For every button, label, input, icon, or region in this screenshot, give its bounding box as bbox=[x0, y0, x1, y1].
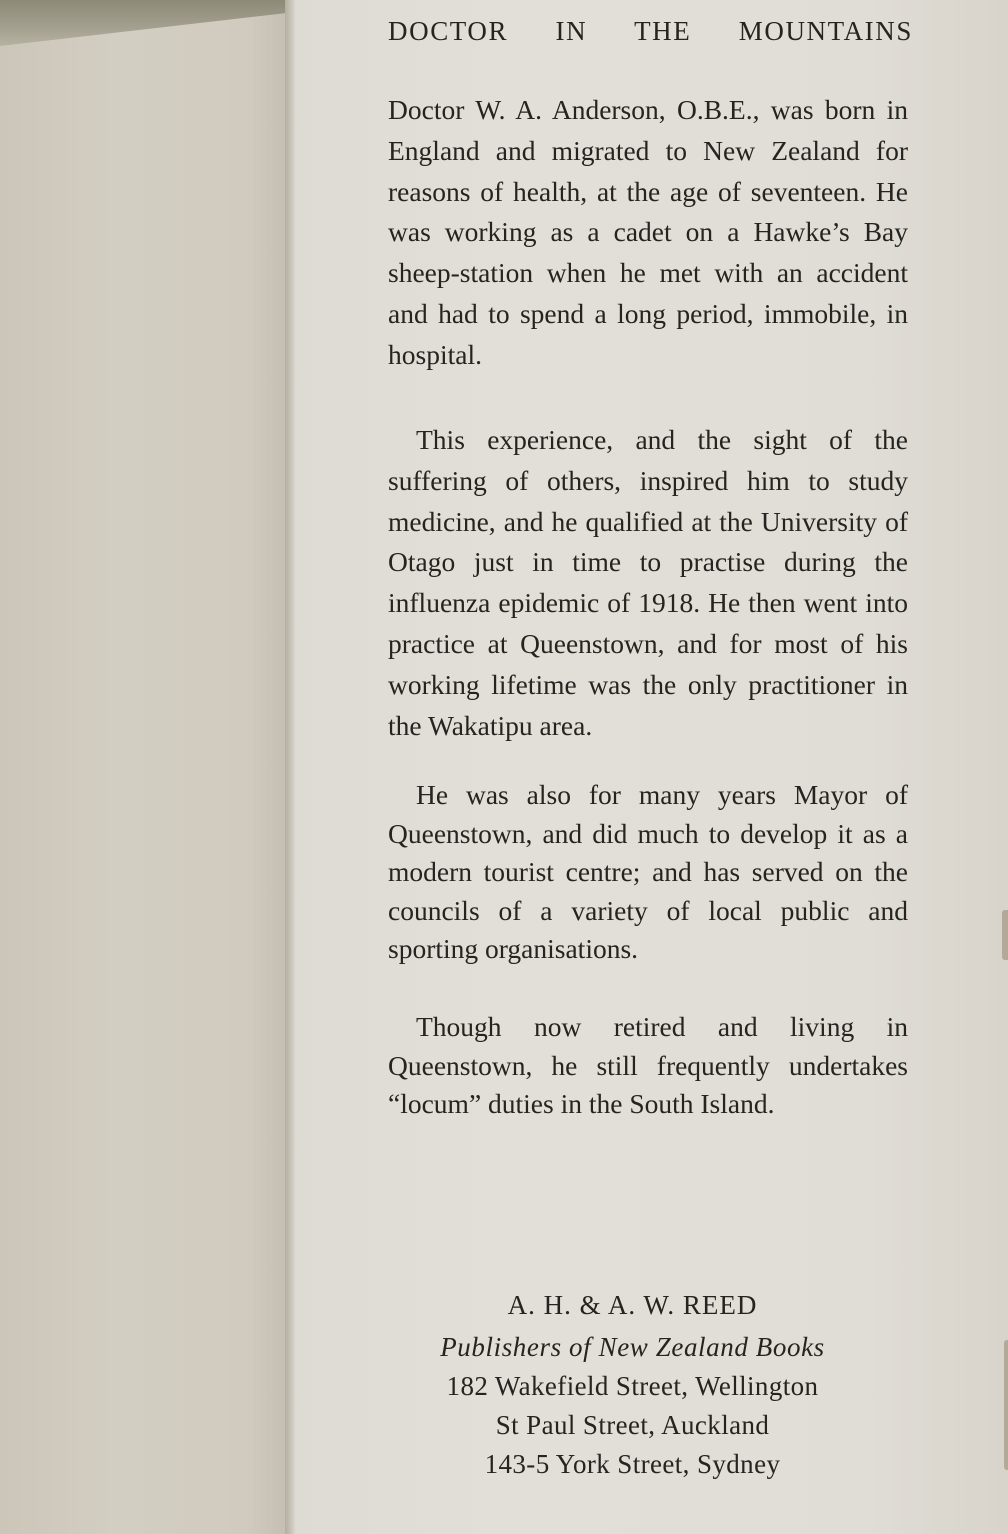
publisher-address-wellington: 182 Wakefield Street, Wellington bbox=[446, 1371, 819, 1401]
publisher-name: A. H. & A. W. REED bbox=[507, 1290, 758, 1320]
dust-jacket-edge bbox=[0, 0, 288, 46]
book-title: DOCTOR IN THE MOUNTAINS bbox=[388, 16, 913, 46]
publisher-tagline: Publishers of New Zealand Books bbox=[440, 1332, 825, 1362]
bio-paragraph-2: This experience, and the sight of the suffering of others, inspired him to study medicine, and he qualified at the University of Otago just in time to practise during the influenza epidemic of 1918. He then went into practice at Queenstown, and for most of his working lifetime was the only practitioner in the Wakatipu area. bbox=[388, 424, 908, 741]
bio-paragraph-3: He was also for many years Mayor of Queenstown, and did much to develop it as a modern tourist centre; and has served on the councils of a variety of local public and sporting organisations. bbox=[388, 779, 908, 965]
bio-paragraph-1: Doctor W. A. Anderson, O.B.E., was born in England and migrated to New Zealand for reasons of health, at the age of seventeen. He was working as a cadet on a Hawke’s Bay sheep-station when he met with an accident and had to spend a long period, immobile, in hospital. bbox=[388, 94, 908, 370]
publisher-address-auckland: St Paul Street, Auckland bbox=[495, 1410, 770, 1440]
left-page bbox=[0, 0, 290, 1534]
bio-paragraph-4: Though now retired and living in Queenstown, he still frequently undertakes “locum” duties in the South Island. bbox=[388, 1011, 908, 1120]
book-gutter bbox=[285, 0, 295, 1534]
page-edge-mark bbox=[1004, 1340, 1008, 1470]
page-edge-mark bbox=[1002, 910, 1008, 960]
publisher-address-sydney: 143-5 York Street, Sydney bbox=[484, 1449, 781, 1479]
publisher-imprint bbox=[400, 1283, 865, 1484]
